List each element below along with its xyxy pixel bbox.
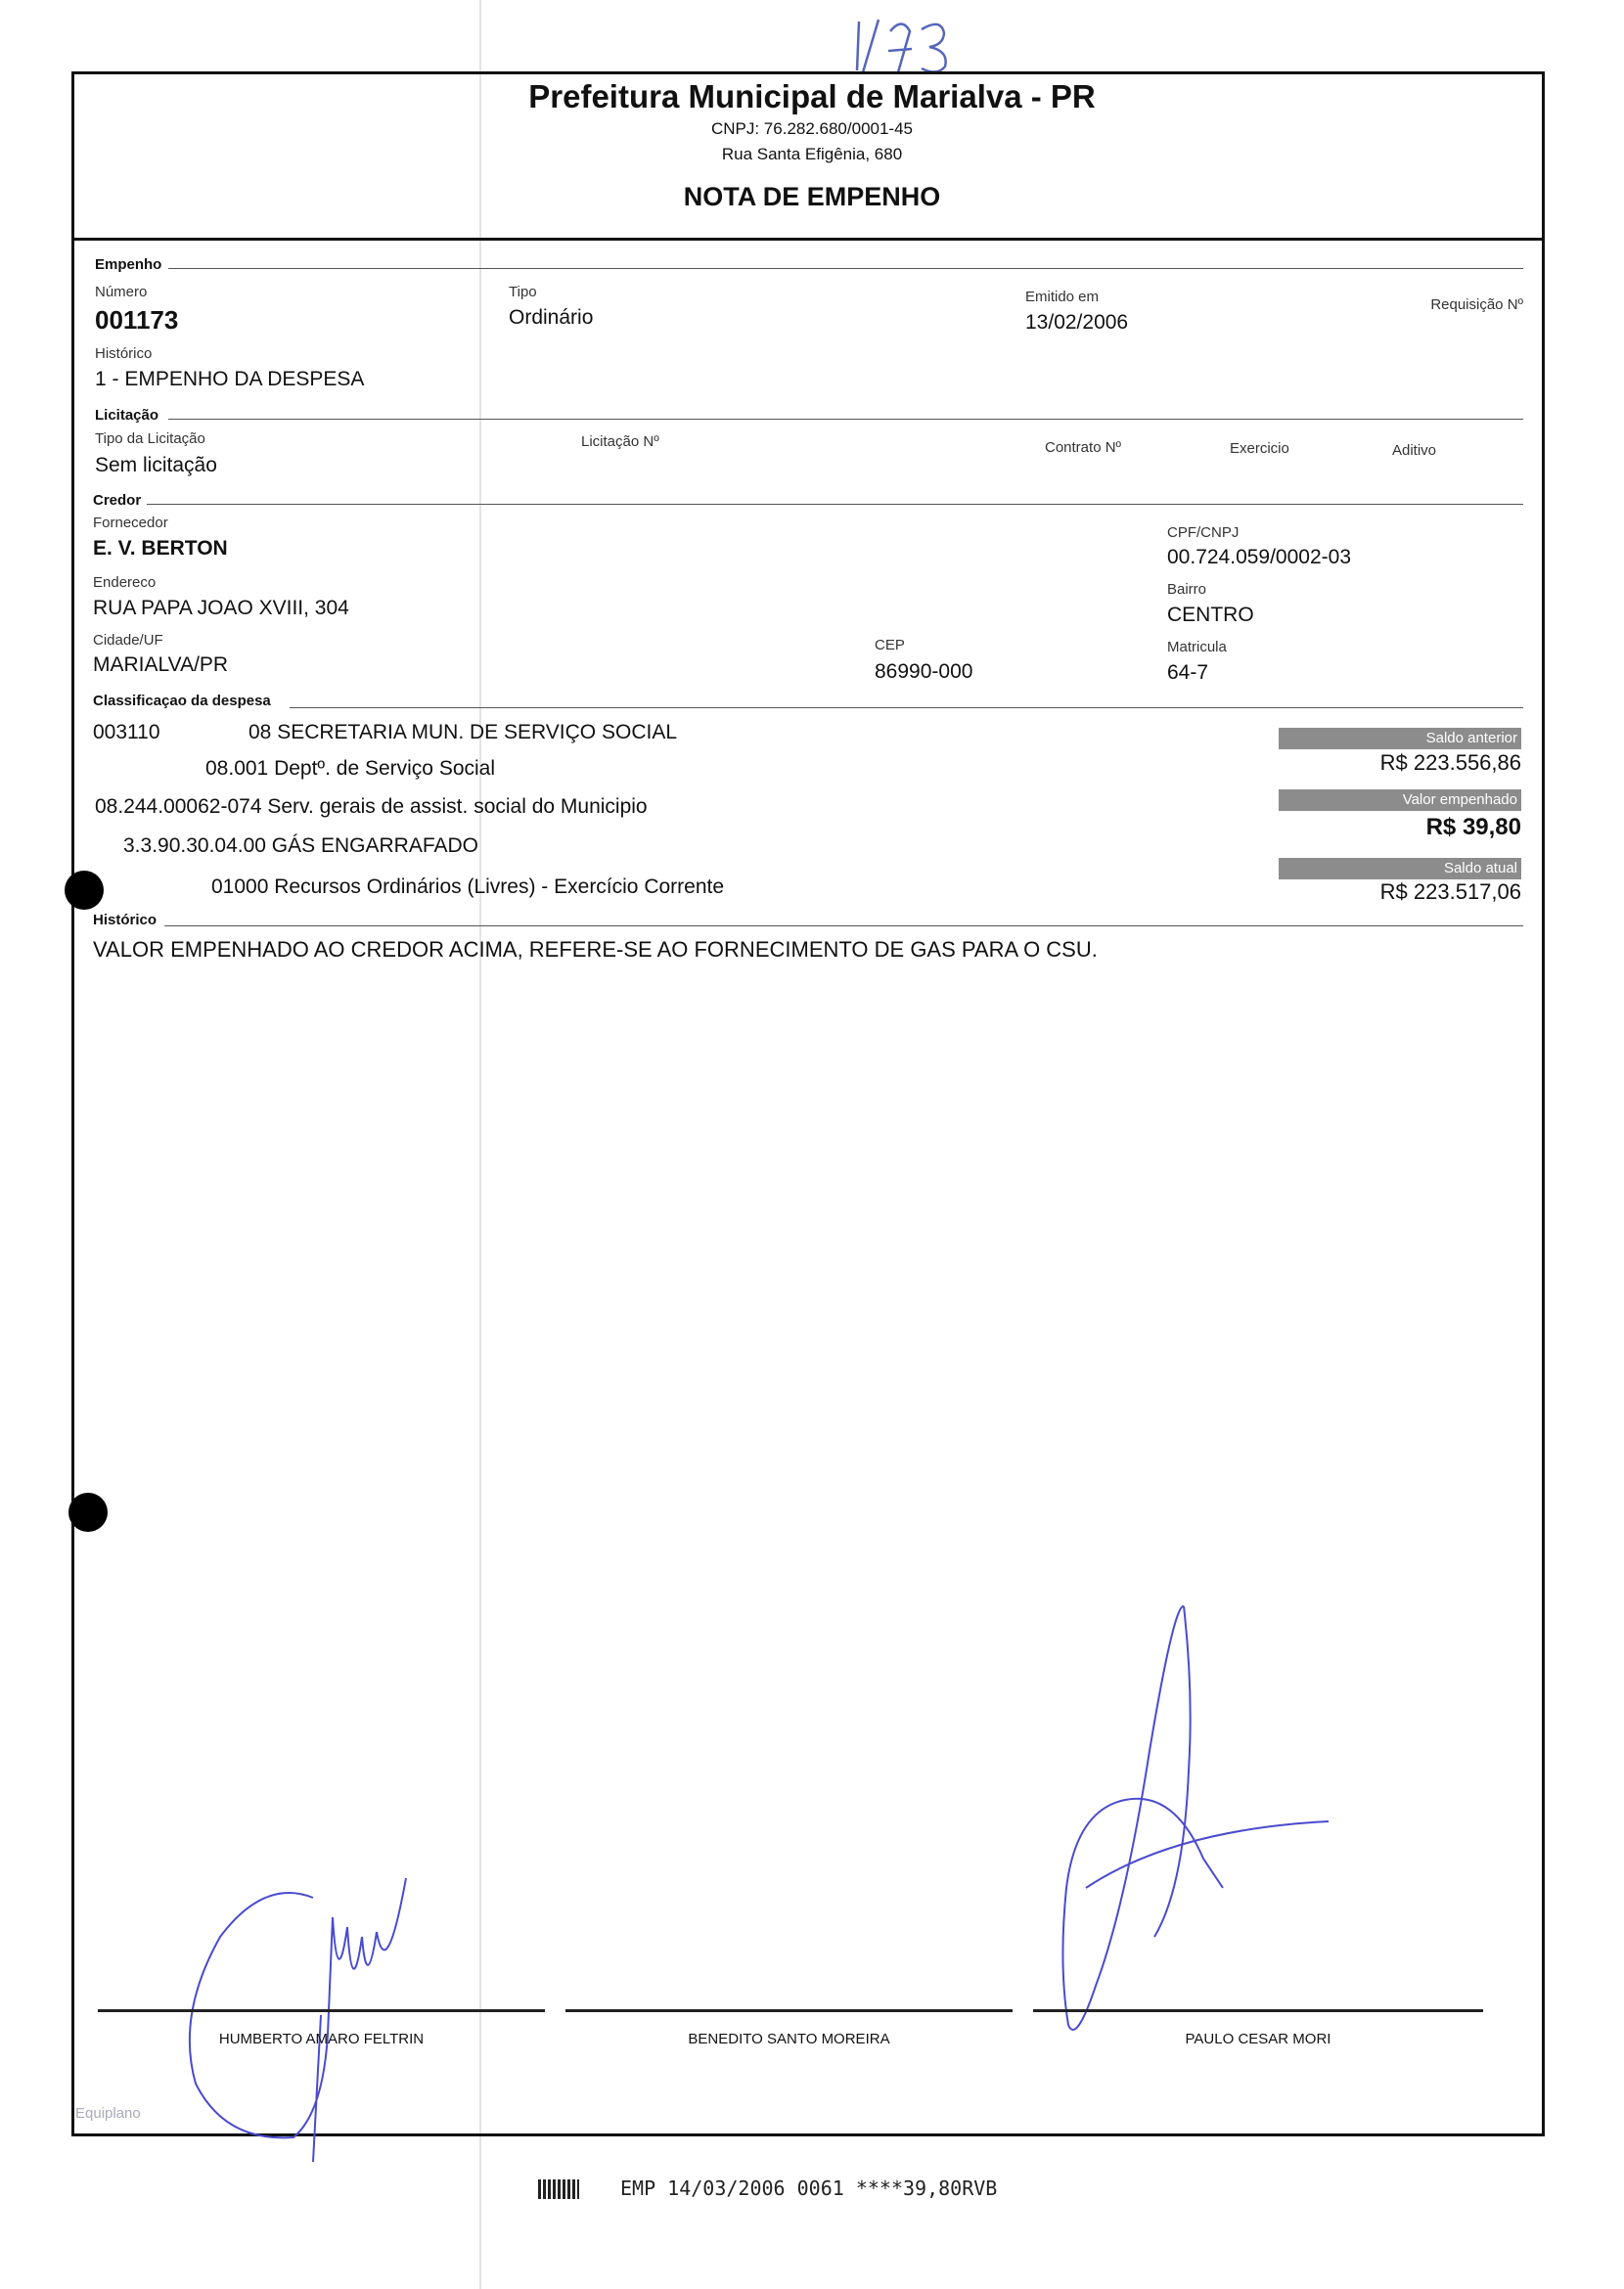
signature-mori — [1057, 1594, 1350, 2059]
saldo-anterior-label: Saldo anterior — [1279, 728, 1521, 749]
classificacao-secretaria: 08 SECRETARIA MUN. DE SERVIÇO SOCIAL — [248, 721, 678, 743]
document-title: NOTA DE EMPENHO — [683, 182, 941, 211]
cep-label: CEP — [875, 637, 905, 653]
signatory-name: PAULO CESAR MORI — [1185, 2031, 1331, 2047]
tipo-value: Ordinário — [509, 306, 594, 329]
section-historico: Histórico — [93, 912, 158, 928]
contrato-label: Contrato Nº — [1045, 439, 1122, 456]
bairro-label: Bairro — [1167, 581, 1207, 598]
signatory-name: BENEDITO SANTO MOREIRA — [688, 2031, 890, 2047]
cep-value: 86990-000 — [875, 660, 973, 683]
exercicio-label: Exercicio — [1230, 440, 1289, 457]
valor-empenhado-value: R$ 39,80 — [1425, 814, 1521, 840]
section-classificacao: Classificaçao da despesa — [93, 693, 271, 709]
licitacao-numero-label: Licitação Nº — [581, 433, 659, 450]
endereco-value: RUA PAPA JOAO XVIII, 304 — [93, 597, 349, 619]
matricula-value: 64-7 — [1167, 661, 1209, 684]
cpf-value: 00.724.059/0002-03 — [1167, 546, 1352, 568]
signature-feltrin — [166, 1859, 430, 2177]
matricula-label: Matricula — [1167, 639, 1227, 655]
historico-text: VALOR EMPENHADO AO CREDOR ACIMA, REFERE-SE AO FORNECIMENTO DE GAS PARA O CSU. — [93, 937, 1098, 962]
signature-line — [565, 2009, 1013, 2012]
numero-value: 001173 — [95, 305, 179, 335]
classificacao-departamento: 08.001 Deptº. de Serviço Social — [205, 757, 496, 780]
requisicao-label: Requisição Nº — [1430, 296, 1523, 313]
bank-stamp: EMP 14/03/2006 0061 ****39,80RVB — [620, 2177, 998, 2200]
punch-hole — [65, 871, 104, 910]
section-rule — [290, 707, 1523, 708]
section-licitacao: Licitação — [95, 407, 159, 424]
tipo-licitacao-label: Tipo da Licitação — [95, 430, 205, 447]
section-credor: Credor — [93, 492, 142, 509]
fornecedor-value: E. V. BERTON — [93, 537, 228, 560]
classificacao-programa: 08.244.00062-074 Serv. gerais de assist. social do Municipio — [95, 795, 648, 818]
historico-value: 1 - EMPENHO DA DESPESA — [95, 368, 365, 390]
classificacao-recurso: 01000 Recursos Ordinários (Livres) - Exercício Corrente — [211, 875, 725, 898]
historico-label: Histórico — [95, 345, 153, 362]
fornecedor-label: Fornecedor — [93, 515, 168, 531]
cnpj-line: CNPJ: 76.282.680/0001-45 — [710, 119, 914, 138]
section-rule — [168, 419, 1523, 420]
tipo-licitacao-value: Sem licitação — [95, 454, 217, 476]
municipality-title: Prefeitura Municipal de Marialva - PR — [528, 78, 1096, 114]
bairro-value: CENTRO — [1167, 604, 1254, 626]
software-watermark: Equiplano — [75, 2105, 141, 2122]
section-rule — [168, 268, 1523, 269]
address-line: Rua Santa Efigênia, 680 — [721, 145, 903, 163]
cpf-label: CPF/CNPJ — [1167, 524, 1240, 541]
section-rule — [164, 925, 1523, 926]
signature-line — [1033, 2009, 1483, 2012]
endereco-label: Endereco — [93, 574, 157, 591]
classificacao-code: 003110 — [93, 721, 160, 743]
saldo-anterior-value: R$ 223.556,86 — [1379, 750, 1521, 775]
aditivo-label: Aditivo — [1392, 442, 1437, 459]
bank-logo — [538, 2179, 579, 2199]
emitido-value: 13/02/2006 — [1025, 311, 1129, 334]
tipo-label: Tipo — [509, 284, 537, 300]
saldo-atual-label: Saldo atual — [1279, 858, 1521, 879]
section-rule — [147, 504, 1523, 505]
header-separator — [71, 238, 1545, 241]
classificacao-elemento: 3.3.90.30.04.00 GÁS ENGARRAFADO — [123, 834, 479, 857]
saldo-atual-value: R$ 223.517,06 — [1379, 879, 1521, 904]
signatory-name: HUMBERTO AMARO FELTRIN — [218, 2031, 425, 2047]
cidade-label: Cidade/UF — [93, 632, 163, 649]
signature-line — [98, 2009, 545, 2012]
valor-empenhado-label: Valor empenhado — [1279, 789, 1521, 811]
emitido-label: Emitido em — [1025, 289, 1100, 305]
punch-hole — [68, 1493, 108, 1532]
numero-label: Número — [95, 284, 148, 300]
section-empenho: Empenho — [95, 256, 162, 273]
cidade-value: MARIALVA/PR — [93, 653, 229, 676]
